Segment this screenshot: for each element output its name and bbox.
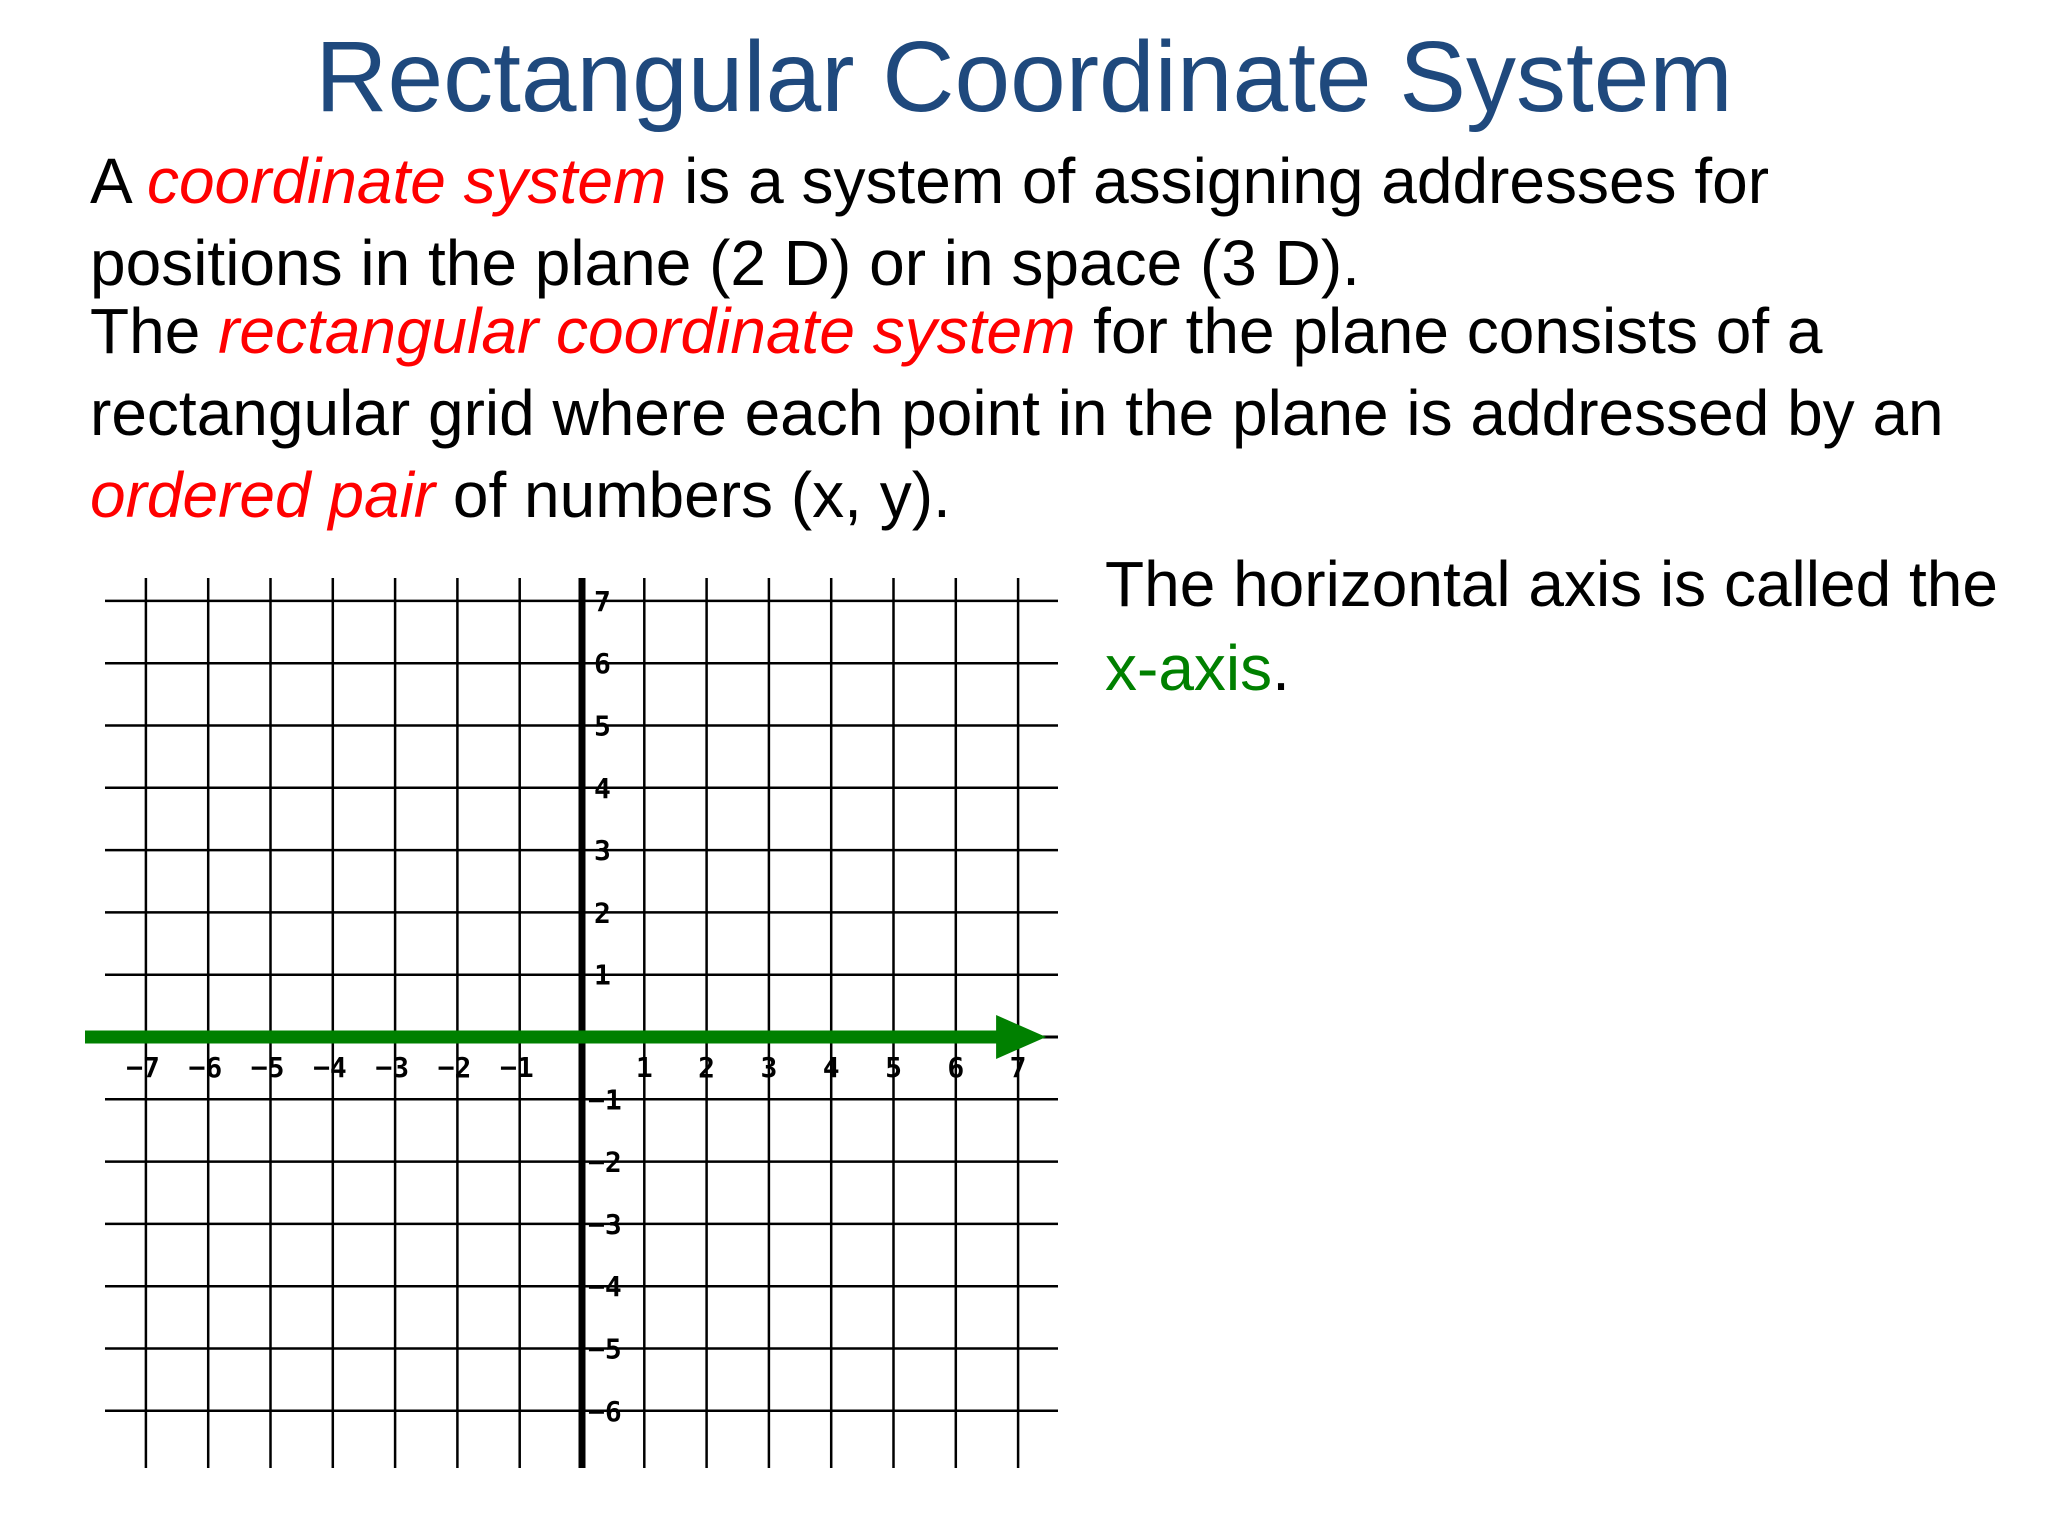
y-tick-label: −3 [588, 1207, 622, 1241]
term-coordinate-system: coordinate system [146, 145, 667, 217]
term-rectangular-coordinate-system: rectangular coordinate system [218, 295, 1076, 367]
x-axis-note [1105, 542, 2025, 710]
x-axis-note-before: The horizontal axis is called the [1105, 548, 1998, 620]
y-tick-label: 3 [594, 834, 611, 868]
x-tick-label: 4 [822, 1051, 840, 1084]
x-axis-note-after: . [1272, 632, 1290, 704]
y-tick-label: 1 [594, 958, 611, 992]
x-tick-label: 2 [698, 1051, 716, 1084]
y-tick-label: 6 [594, 647, 611, 681]
x-tick-label: 6 [947, 1051, 965, 1084]
x-tick-label: 3 [760, 1051, 778, 1084]
rect-text-middle: for the plane consists of a rectangular grid where each point in the plane is addressed by an [90, 295, 1944, 449]
x-tick-label: −6 [188, 1051, 223, 1084]
x-tick-label: 1 [635, 1051, 653, 1084]
y-tick-label: 5 [594, 709, 611, 743]
x-tick-label: 7 [1009, 1051, 1027, 1084]
x-tick-label: −4 [313, 1051, 347, 1084]
x-tick-label: −7 [126, 1051, 160, 1084]
x-tick-label: −2 [437, 1051, 472, 1084]
y-tick-label: 4 [594, 771, 611, 805]
slide-title: Rectangular Coordinate System [315, 21, 1733, 133]
y-tick-label: −1 [588, 1083, 622, 1117]
y-tick-label: 7 [594, 584, 611, 618]
rect-text-after: of numbers (x, y). [435, 459, 951, 531]
x-tick-label: 5 [885, 1051, 902, 1084]
y-tick-label: −4 [588, 1270, 622, 1304]
y-tick-label: −2 [588, 1145, 622, 1179]
y-tick-label: −6 [588, 1394, 622, 1428]
definition-text-before: A [90, 145, 147, 217]
term-x-axis: x-axis [1105, 632, 1273, 704]
x-tick-label: −3 [375, 1051, 410, 1084]
y-tick-label: 2 [594, 896, 611, 930]
term-ordered-pair: ordered pair [90, 459, 436, 531]
coordinate-grid [0, 0, 1060, 1470]
x-tick-label: −5 [250, 1051, 285, 1084]
definition-text-after: is a system of assigning addresses for positions in the plane (2 D) or in space (3 D). [90, 145, 1769, 299]
rect-text-before: The [90, 295, 219, 367]
y-tick-label: −5 [588, 1332, 622, 1366]
x-tick-label: −1 [499, 1051, 534, 1084]
